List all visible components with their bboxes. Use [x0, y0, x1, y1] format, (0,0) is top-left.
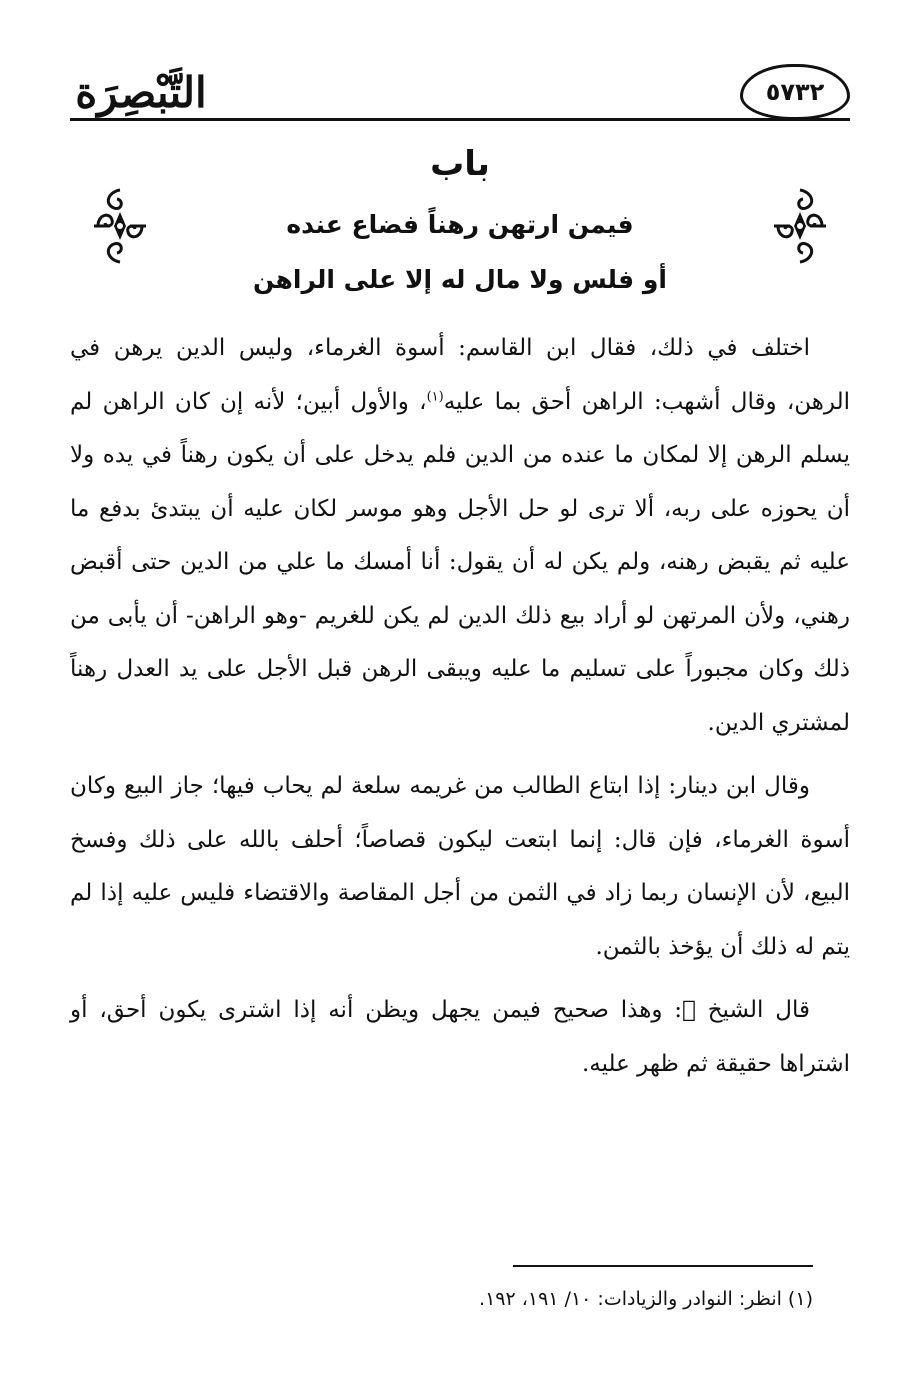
- paragraph-1-part-a: اختلف في ذلك، فقال ابن القاسم: أسوة الغرماء، وليس الدين يرهن في الرهن، وقال أشهب: الراهن أحق بما عليه: [70, 335, 851, 415]
- chapter-title-line-1: فيمن ارتهن رهناً فضاع عنده: [286, 210, 634, 239]
- paragraph-2: وقال ابن دينار: إذا ابتاع الطالب من غريمه سلعة لم يحاب فيها؛ جاز البيع وكان أسوة الغرماء، فإن قال: إنما ابتعت ليكون قصاصاً؛ أحلف بالله على ذلك وفسخ البيع، لأن الإنسان ربما زاد في الثمن من أجل المقاصة والاقتضاء فليس عليه إذا لم يتم له ذلك أن يؤخذ بالثمن.: [70, 773, 850, 960]
- chapter-heading: [70, 140, 850, 310]
- chapter-title-line-2: أو فلس ولا مال له إلا على الراهن: [253, 265, 667, 294]
- paragraph-3: قال الشيخ ﷬: وهذا صحيح فيمن يجهل ويظن أنه إذا اشترى يكون أحق، أو اشتراها حقيقة ثم ظهر عليه.: [70, 997, 850, 1077]
- book-title: التَّبْصِرَة: [75, 68, 207, 117]
- body-text: [70, 322, 850, 1101]
- page-number-badge: [740, 64, 850, 120]
- page-number: ٥٧٣٢: [765, 78, 825, 106]
- paragraph-1: [70, 322, 850, 750]
- chapter-label: باب: [430, 144, 490, 184]
- footnote-separator: [513, 1265, 813, 1267]
- page-header: [70, 50, 850, 122]
- header-rule: [70, 118, 850, 121]
- footnote-reference: (١): [426, 388, 444, 404]
- footnote: (١) انظر: النوادر والزيادات: ١٠/ ١٩١، ١٩٢.: [479, 1288, 813, 1310]
- paragraph-1-part-b: ، والأول أبين؛ لأنه إن كان الراهن لم يسلم الرهن إلا لمكان ما عنده من الدين فلم يدخل على أن يكون رهناً في يده ولا أن يحوزه على ربه، ألا ترى لو حل الأجل وهو موسر لكان عليه أن يبتدئ بدفع ما عليه ثم يقبض رهنه، ولم يكن له أن يقول: أنا أمسك ما علي من الدين حتى أقبض رهني، ولأن المرتهن لو أراد بيع ذلك الدين لم يكن للغريم -وهو الراهن- أن يأبى من ذلك وكان مجبوراً على تسليم ما عليه ويبقى الرهن قبل الأجل على يد العدل رهناً لمشتري الدين.: [70, 388, 850, 736]
